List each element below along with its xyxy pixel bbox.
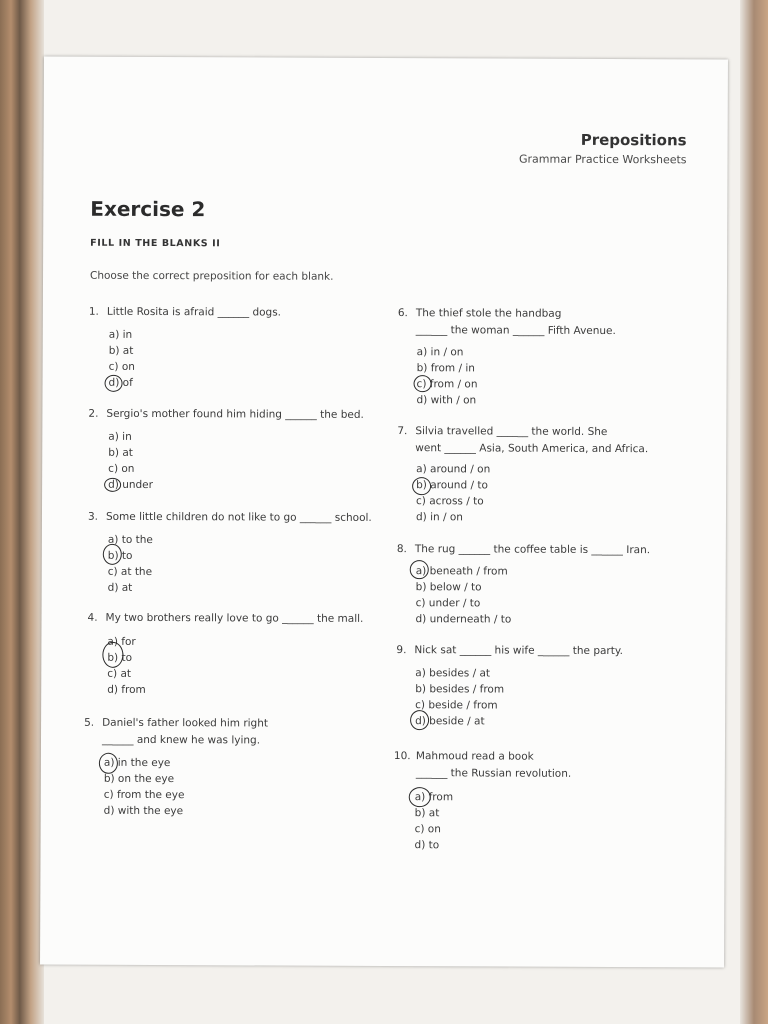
question-number: 1. (88, 305, 99, 318)
question-number: 7. (397, 425, 408, 438)
question-text: My two brothers really love to go ______ the mall. (105, 611, 364, 625)
question-text: Mahmoud read a book (415, 750, 534, 763)
option-b[interactable]: b) on the eye (103, 772, 175, 786)
question-text-line-2: went ______ Asia, South America, and Africa. (415, 442, 649, 456)
option-d[interactable]: d) with the eye (103, 804, 184, 818)
answer-circle-mark (409, 787, 431, 807)
option-d[interactable]: d) from (107, 683, 146, 696)
question-text: Some little children do not like to go ______ school. (105, 510, 372, 524)
desk-edge-left (0, 0, 44, 1024)
option-b[interactable]: b) besides / from (415, 683, 505, 696)
option-c[interactable]: c) across / to (416, 495, 484, 508)
question-text-line-2: ______ the woman ______ Fifth Avenue. (415, 324, 616, 338)
option-d[interactable]: d) of (108, 376, 133, 389)
option-b[interactable]: b) at (108, 446, 133, 459)
option-d[interactable]: d) under (108, 478, 154, 491)
option-c[interactable]: c) on (414, 823, 441, 836)
option-b[interactable]: b) around / to (416, 479, 488, 492)
option-d[interactable]: d) in / on (415, 511, 463, 524)
answer-circle-mark (99, 753, 118, 774)
answer-circle-mark (104, 478, 121, 492)
answer-circle-mark (102, 642, 123, 668)
question-number: 6. (397, 307, 408, 320)
question-number: 9. (396, 644, 407, 657)
answer-circle-mark (414, 375, 432, 392)
desk-edge-right (740, 0, 768, 1024)
question-text-line-2: ______ the Russian revolution. (415, 767, 572, 780)
question-number: 5. (84, 716, 95, 729)
answer-circle-mark (410, 560, 429, 579)
question-text: Little Rosita is afraid ______ dogs. (106, 305, 282, 319)
exercise-subtitle: FILL IN THE BLANKS II (90, 237, 221, 250)
option-a[interactable]: a) in (108, 430, 132, 443)
option-a[interactable]: a) in (108, 328, 133, 341)
answer-circle-mark (412, 477, 431, 495)
answer-circle-mark (105, 375, 123, 392)
option-c[interactable]: c) at the (107, 565, 153, 578)
option-b[interactable]: b) at (108, 344, 134, 357)
answer-circle-mark (103, 544, 122, 565)
option-a[interactable]: a) for (107, 635, 136, 648)
option-c[interactable]: c) from the eye (103, 788, 185, 802)
worksheet-page (40, 57, 728, 968)
question-number: 8. (396, 543, 407, 556)
option-d[interactable]: d) with / on (416, 394, 477, 407)
exercise-instructions: Choose the correct preposition for each blank. (90, 269, 334, 283)
option-a[interactable]: a) beneath / from (415, 565, 508, 578)
option-a[interactable]: a) in / on (416, 346, 464, 359)
question-text: Silvia travelled ______ the world. She (415, 425, 608, 438)
question-text: The thief stole the handbag (415, 307, 562, 320)
option-c[interactable]: c) at (107, 667, 132, 680)
option-d[interactable]: d) underneath / to (415, 613, 512, 626)
option-b[interactable]: b) from / in (416, 362, 475, 375)
option-a[interactable]: a) around / on (416, 463, 491, 476)
worksheet-title: Prepositions (580, 130, 687, 150)
option-c[interactable]: c) on (108, 360, 135, 373)
option-a[interactable]: a) besides / at (415, 667, 491, 680)
question-text-line-2: ______ and knew he was lying. (101, 733, 261, 747)
question-text: Daniel's father looked him right (102, 716, 269, 730)
option-c[interactable]: c) from / on (416, 378, 478, 391)
option-c[interactable]: c) under / to (415, 597, 481, 610)
option-a[interactable]: a) to the (107, 533, 153, 546)
option-b[interactable]: b) to (107, 549, 133, 562)
option-b[interactable]: b) to (107, 651, 133, 664)
question-number: 2. (88, 407, 99, 420)
worksheet-subtitle: Grammar Practice Worksheets (518, 152, 687, 167)
question-text: Nick sat ______ his wife ______ the party. (414, 644, 623, 658)
option-a[interactable]: a) from (414, 791, 454, 804)
answer-circle-mark (410, 710, 429, 730)
option-a[interactable]: a) in the eye (103, 756, 171, 770)
question-text: The rug ______ the coffee table is ______ Iran. (414, 543, 651, 557)
option-c[interactable]: c) on (108, 462, 135, 475)
option-d[interactable]: d) beside / at (415, 715, 485, 728)
question-number: 3. (87, 510, 99, 523)
exercise-title: Exercise 2 (90, 196, 206, 222)
option-c[interactable]: c) beside / from (415, 699, 498, 712)
question-number: 10. (393, 750, 411, 763)
question-text: Sergio's mother found him hiding ______ the bed. (106, 407, 364, 421)
option-b[interactable]: b) at (414, 807, 440, 820)
option-d[interactable]: d) to (414, 839, 440, 852)
option-b[interactable]: b) below / to (415, 581, 482, 594)
option-d[interactable]: d) at (107, 581, 133, 594)
question-number: 4. (87, 611, 98, 624)
